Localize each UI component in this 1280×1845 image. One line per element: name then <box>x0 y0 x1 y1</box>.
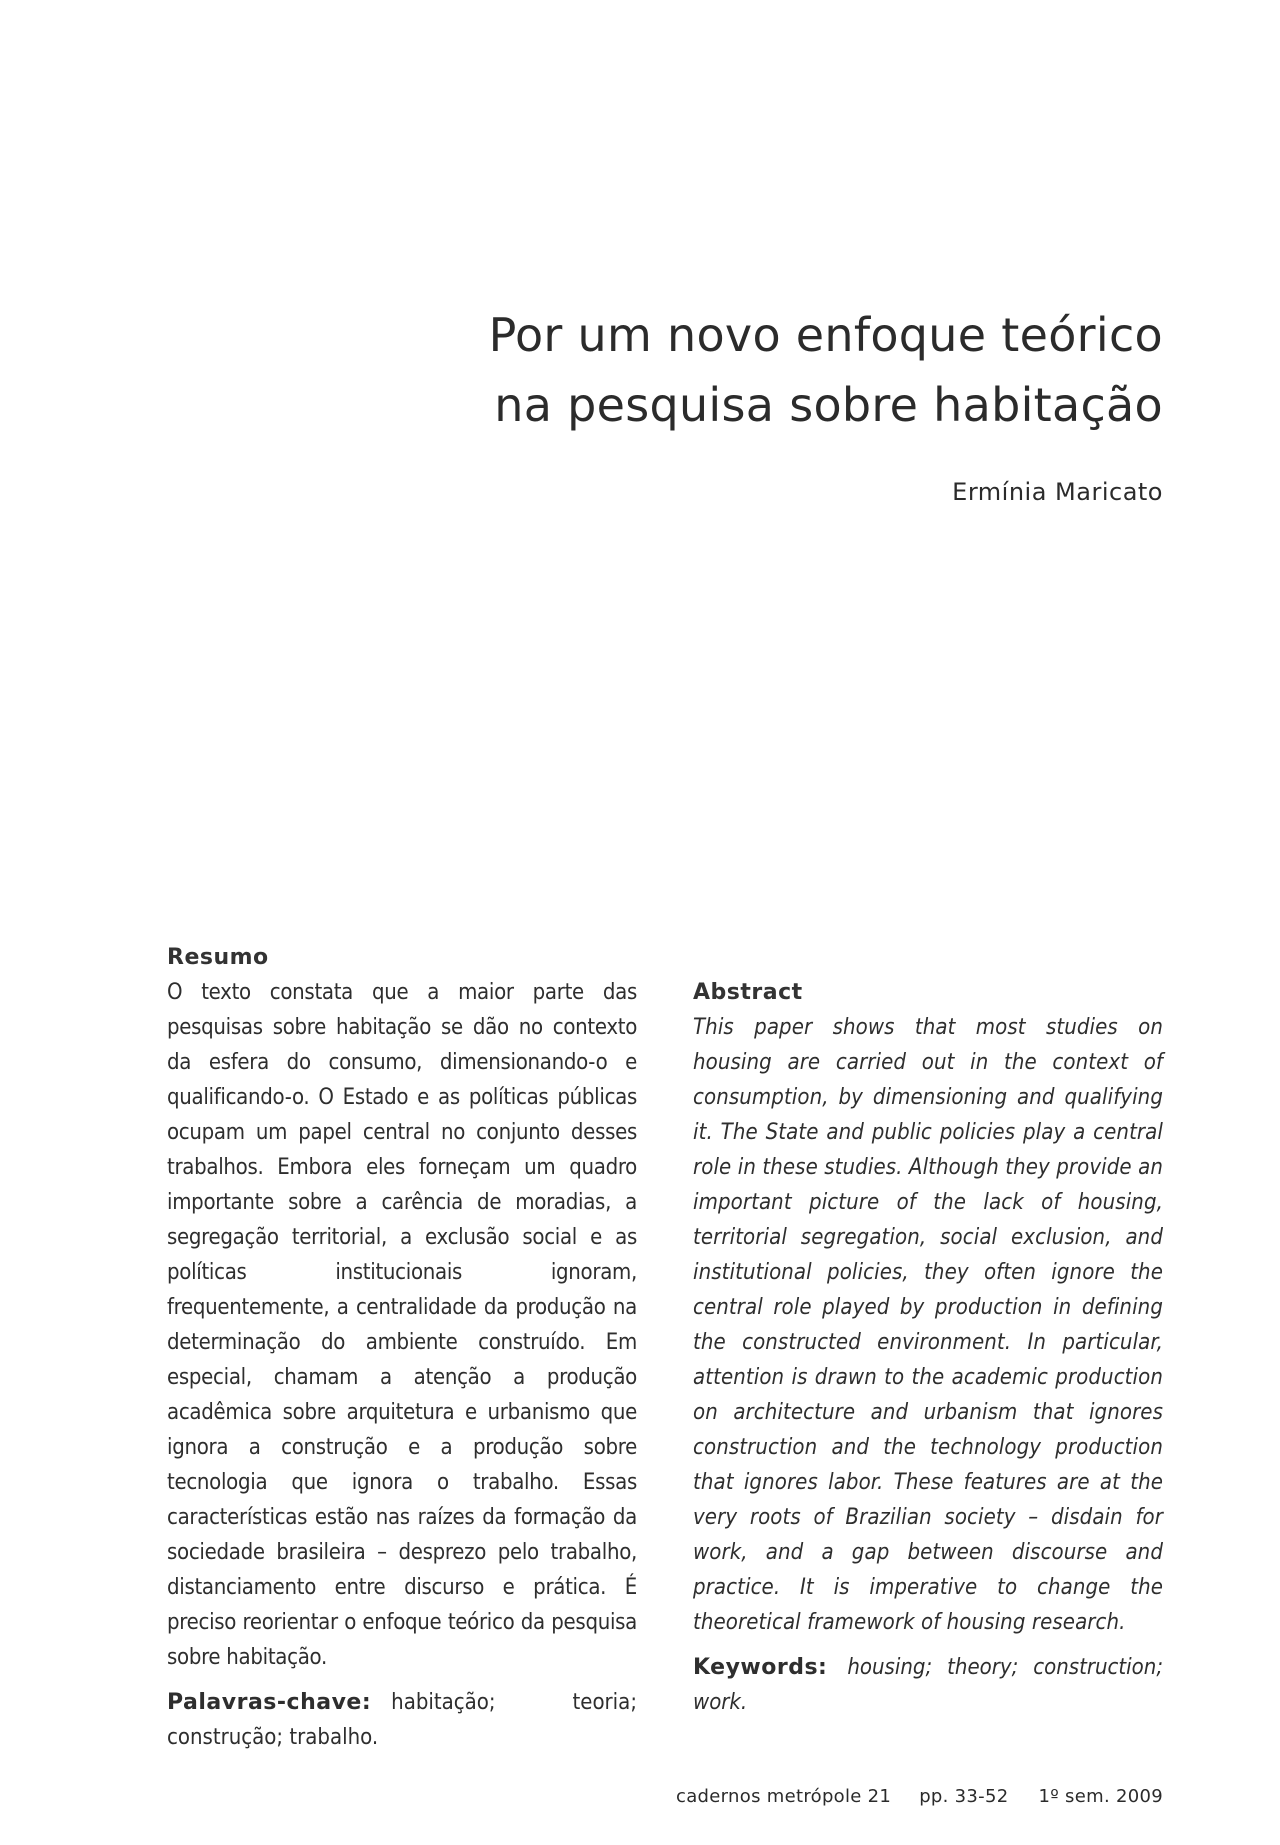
abstract-text: This paper shows that most studies on housing are carried out in the context of consumption, by dimensioning and qualifying it. The State and public policies play a central role in these studies. Although they provide an important picture of the lack of housing, territorial segregation, social exclusion, and institutional policies, they often ignore the central role played by production in defining the constructed environment. In particular, attention is drawn to the academic production on architecture and urbanism that ignores construction and the technology production that ignores labor. These features are at the very roots of Brazilian society – disdain for work, and a gap between discourse and practice. It is imperative to change the theoretical framework of housing research. <box>693 1015 1163 1635</box>
article-title-line-1: Por um novo enfoque teórico <box>488 308 1163 362</box>
footer-pages: pp. 33-52 <box>919 1786 1009 1807</box>
resumo-text: O texto constata que a maior parte das pesquisas sobre habitação se dão no contexto da esfera do consumo, dimensionando-o e qualificando-o. O Estado e as políticas públicas ocupam um papel central no conjunto desses trabalhos. Embora eles forneçam um quadro importante sobre a carência de moradias, a segregação territorial, a exclusão social e as políticas institucionais ignoram, frequentemente, a centralidade da produção na determinação do ambiente construído. Em especial, chamam a atenção a produção acadêmica sobre arquitetura e urbanismo que ignora a construção e a produção sobre tecnologia que ignora o trabalho. Essas características estão nas raízes da formação da sociedade brasileira – desprezo pelo trabalho, distanciamento entre discurso e prática. É preciso reorientar o enfoque teórico da pesquisa sobre habitação. <box>167 980 637 1670</box>
author-name: Ermínia Maricato <box>952 478 1163 506</box>
resumo-keywords <box>167 1685 637 1755</box>
abstract-keywords-values: housing; theory; construction; work. <box>693 1655 1163 1715</box>
resumo-keywords-values: habitação; teoria; construção; trabalho. <box>167 1690 637 1750</box>
abstract-section <box>693 975 1163 1720</box>
resumo-section <box>167 940 637 1755</box>
article-title-line-2: na pesquisa sobre habitação <box>494 378 1163 432</box>
abstract-keywords-label: Keywords: <box>693 1655 828 1680</box>
footer-journal: cadernos metrópole 21 <box>676 1786 892 1807</box>
footer-issue: 1º sem. 2009 <box>1038 1786 1163 1807</box>
article-title <box>363 300 1163 440</box>
abstract-keywords <box>693 1650 1163 1720</box>
resumo-keywords-label: Palavras-chave: <box>167 1690 372 1715</box>
resumo-heading: Resumo <box>167 945 269 970</box>
abstract-heading: Abstract <box>693 980 803 1005</box>
page-footer <box>676 1786 1163 1807</box>
